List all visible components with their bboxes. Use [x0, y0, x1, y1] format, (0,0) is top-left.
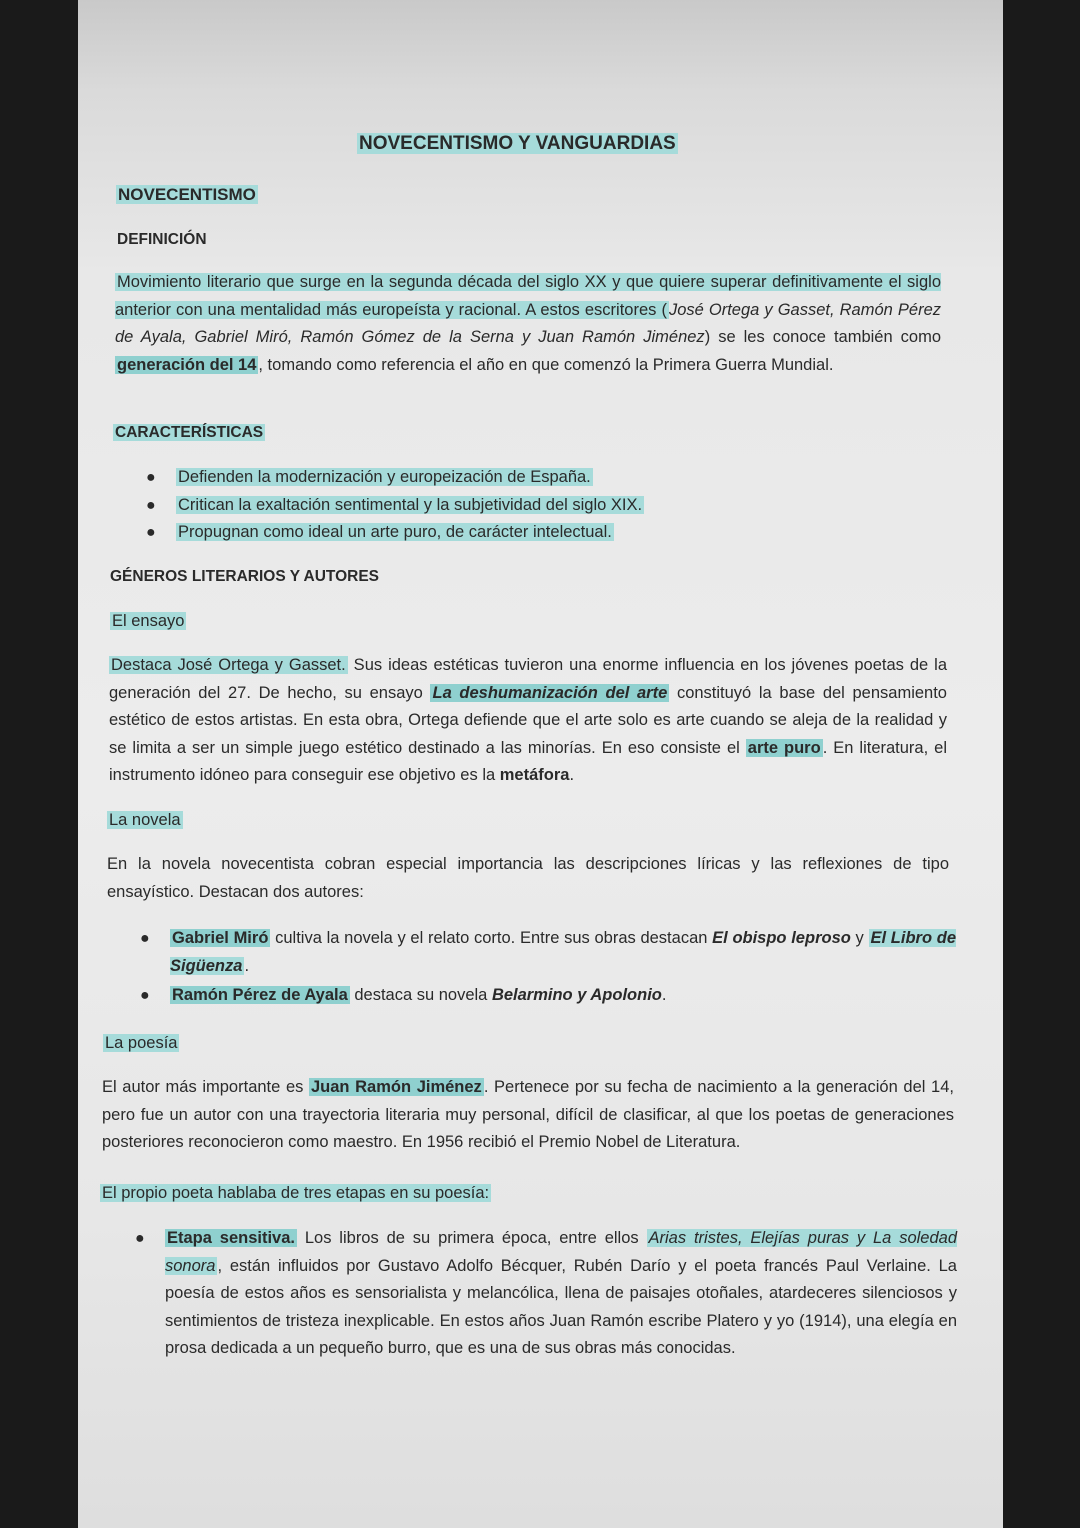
etapas-intro: El propio poeta hablaba de tres etapas en su poesía: — [102, 1184, 490, 1202]
page-title: NOVECENTISMO Y VANGUARDIAS — [359, 133, 676, 154]
definicion-heading: DEFINICIÓN — [117, 231, 207, 248]
list-item: ● Ramón Pérez de Ayala destaca su novela Belarmino y Apolonio. — [140, 986, 667, 1004]
definicion-paragraph: Movimiento literario que surge en la segunda década del siglo XX y que quiere superar definitivamente el siglo anterior con una mentalidad más europeísta y racional. A estos escritores ( José Ortega y Gasset, Ramón Pérez de Ayala, Gabriel Miró, Ramón Gómez de la Serna y Juan Ramón Jiménez) se les conoce también como generación del 14 , tomando como referencia el año en que comenzó la Primera Guerra Mundial. — [115, 273, 941, 374]
ensayo-heading: El ensayo — [112, 612, 185, 630]
caracteristicas-list — [146, 464, 936, 547]
list-item: ● Propugnan como ideal un arte puro, de carácter intelectual. — [146, 523, 612, 541]
list-item: ● Defienden la modernización y europeización de España. — [146, 468, 591, 486]
novela-authors-list — [140, 925, 957, 1010]
caracteristicas-heading: CARACTERÍSTICAS — [115, 424, 264, 441]
novela-paragraph: En la novela novecentista cobran especial importancia las descripciones líricas y las reflexiones de tipo ensayístico. Destacan dos autores: — [107, 855, 949, 901]
poesia-paragraph: El autor más importante es Juan Ramón Jiménez . Pertenece por su fecha de nacimiento a la generación del 14, pero fue un autor con una trayectoria literaria muy personal, difícil de clasificar, al que los poetas de generaciones posteriores reconocieron como maestro. En 1956 recibió el Premio Nobel de Literatura. — [102, 1078, 954, 1151]
etapas-list — [135, 1225, 957, 1363]
poesia-heading: La poesía — [105, 1034, 178, 1052]
list-item: ● Critican la exaltación sentimental y la subjetividad del siglo XIX. — [146, 495, 643, 514]
section-heading: NOVECENTISMO — [118, 185, 256, 204]
ensayo-paragraph: Destaca José Ortega y Gasset. Sus ideas estéticas tuvieron una enorme influencia en los jóvenes poetas de la generación del 27. De hecho, su ensayo La deshumanización del arte constituyó la base del pensamiento estético de estos artistas. En esta obra, Ortega defiende que el arte solo es arte cuando se aleja de la realidad y se limita a ser un simple juego estético destinado a las minorías. En eso consiste el arte puro . En literatura, el instrumento idóneo para conseguir ese objetivo es la metáfora. — [109, 656, 948, 784]
list-item: ● Etapa sensitiva. Los libros de su primera época, entre ellos Arias tristes, Elejías puras y La soledad sonora , están influidos por Gustavo Adolfo Bécquer, Rubén Darío y el poeta francés Paul Verlaine. La poesía de estos años es sensorialista y melancólica, llena de paisajes otoñales, atardeceres silenciosos y sentimientos de tristeza inexplicable. En estos años Juan Ramón escribe Platero y yo (1914), una elegía en prosa dedicada a un pequeño burro, que es una de sus obras más conocidas. — [135, 1229, 957, 1357]
novela-heading: La novela — [109, 811, 181, 829]
generos-heading: GÉNEROS LITERARIOS Y AUTORES — [110, 568, 380, 585]
list-item: ● Gabriel Miró cultiva la novela y el relato corto. Entre sus obras destacan El obispo leproso y El Libro de Sigüenza . — [140, 929, 957, 975]
